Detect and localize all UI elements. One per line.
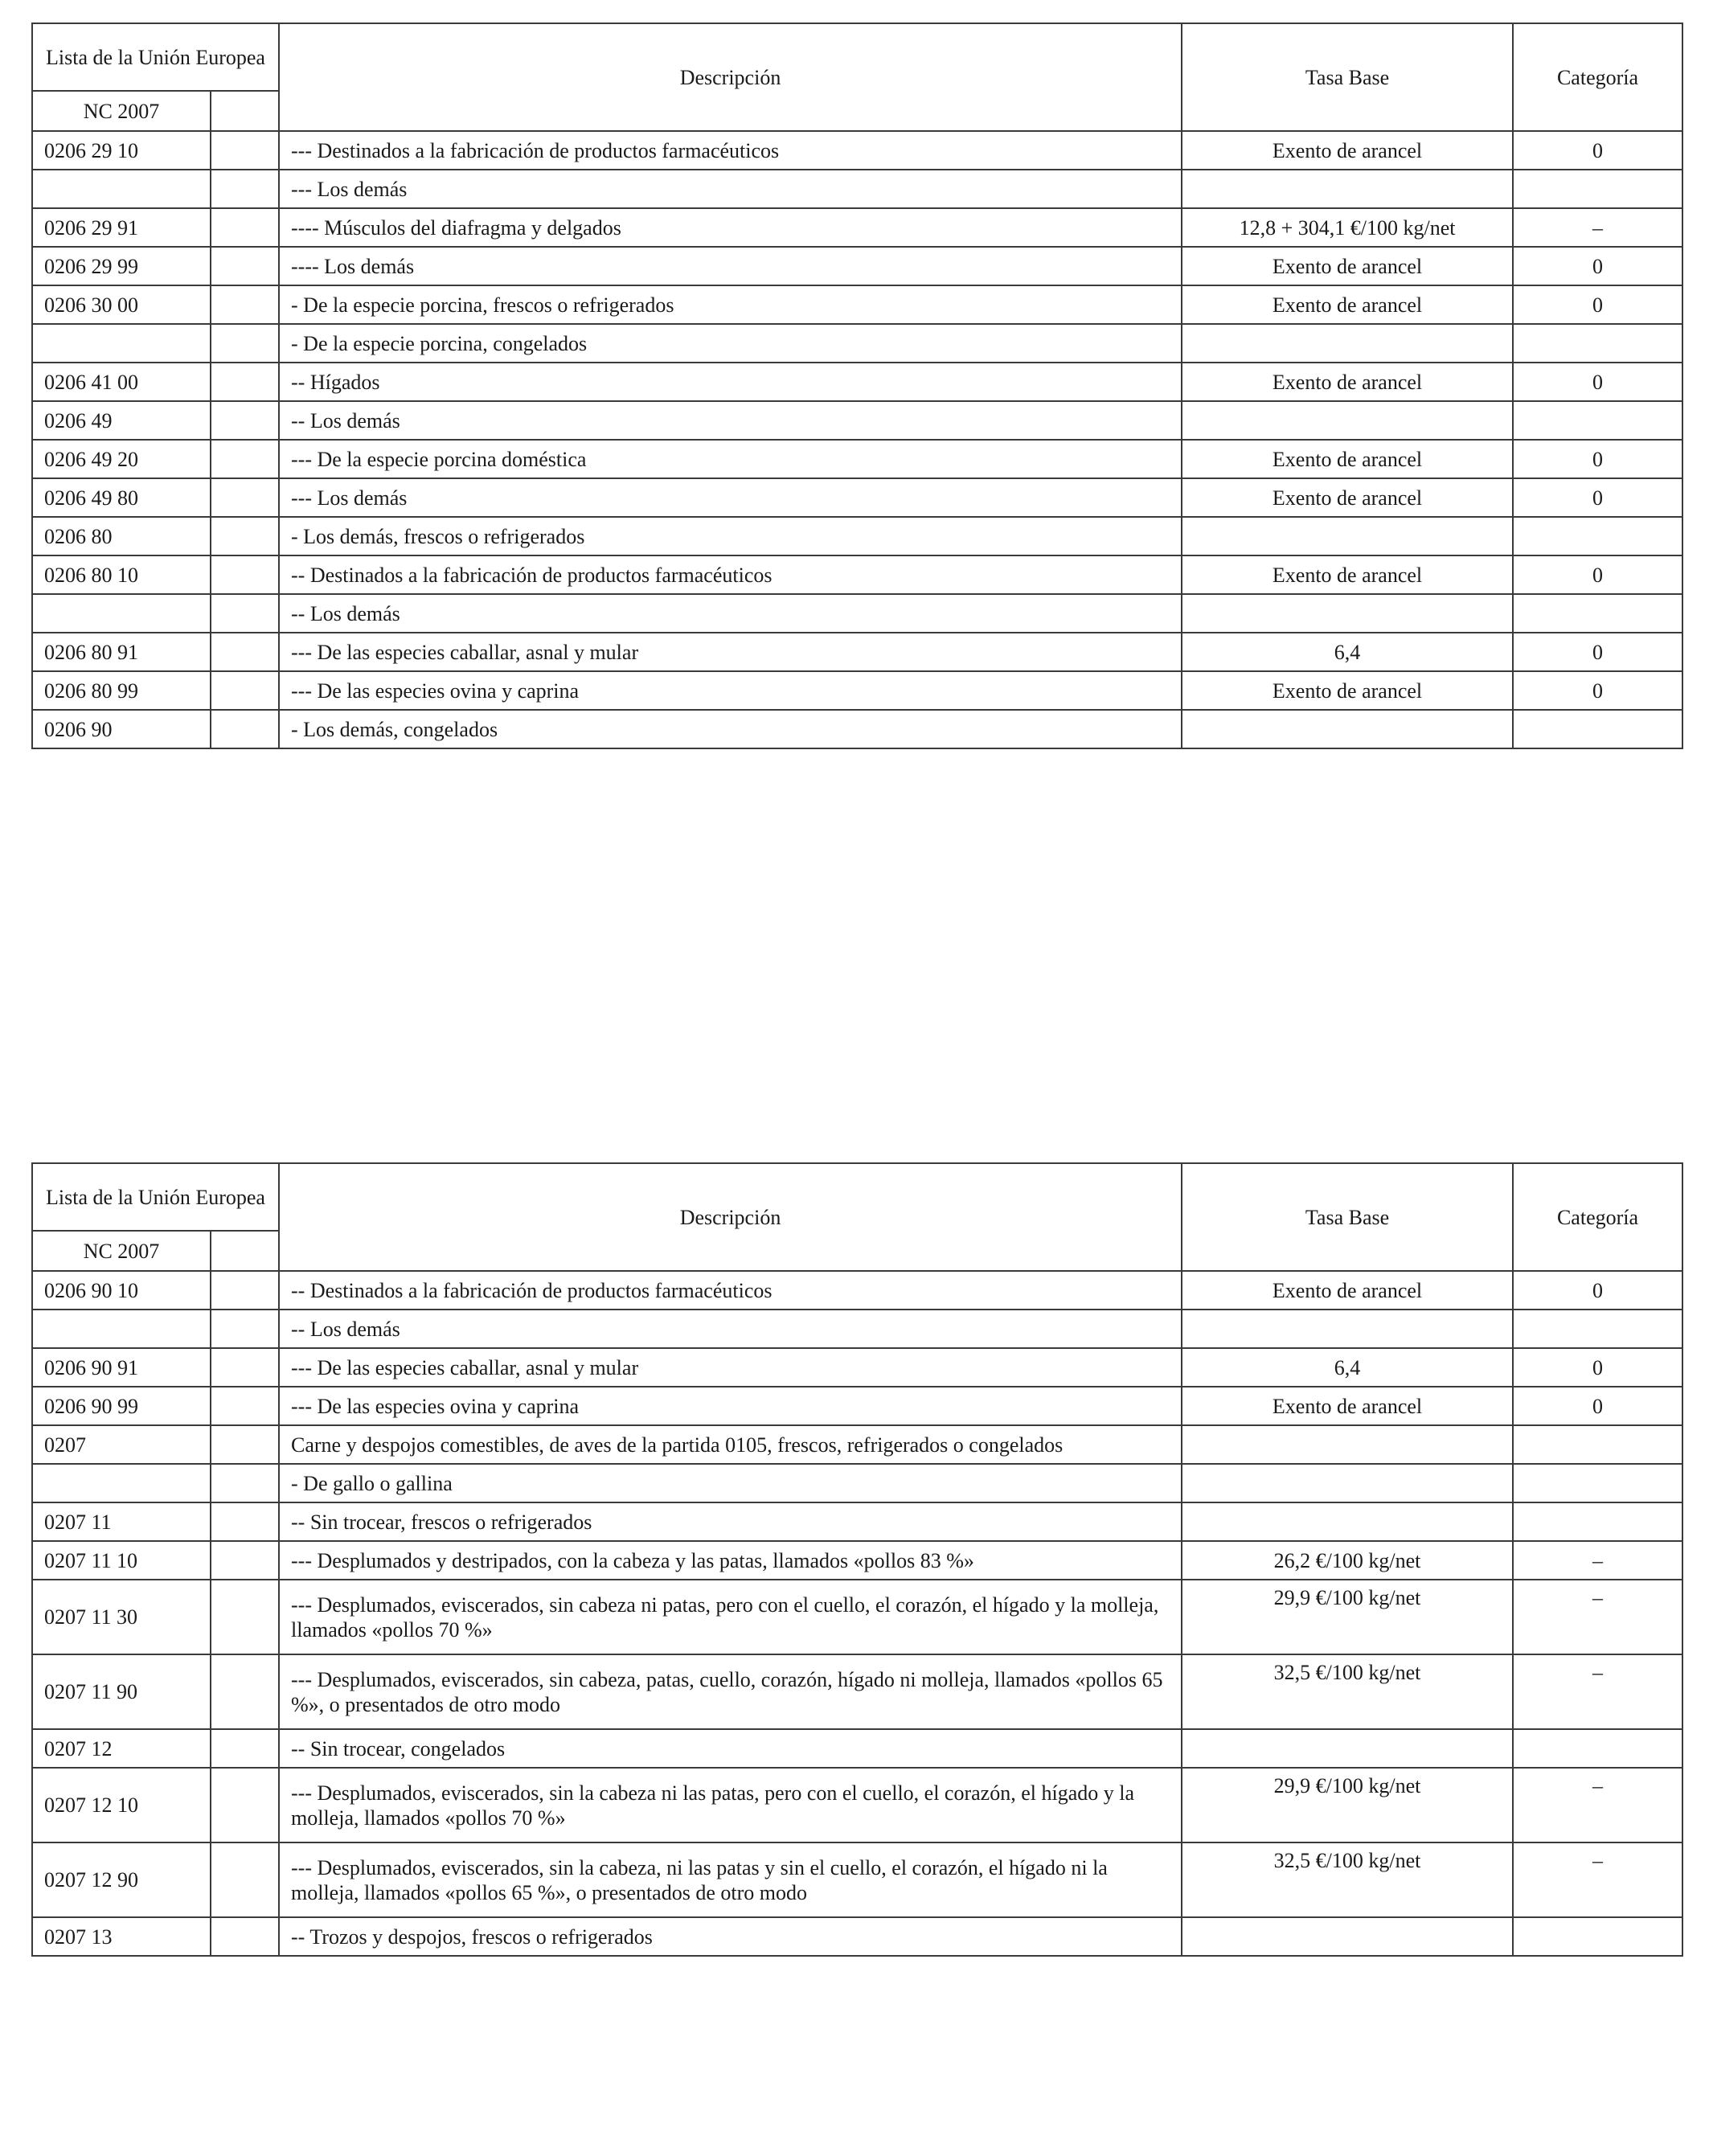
nc-code: 0207 11 10	[32, 1541, 211, 1580]
tariff-table-2	[31, 1162, 1683, 1957]
table-row	[32, 170, 1682, 208]
category: 0	[1513, 478, 1682, 517]
blank-cell	[211, 1541, 279, 1580]
base-rate: Exento de arancel	[1182, 555, 1513, 594]
blank-cell	[211, 1425, 279, 1464]
description: - Los demás, frescos o refrigerados	[279, 517, 1182, 555]
table-row	[32, 208, 1682, 247]
description: - De la especie porcina, congelados	[279, 324, 1182, 363]
nc-code: 0206 90	[32, 710, 211, 748]
description: - Los demás, congelados	[279, 710, 1182, 748]
base-rate-header: Tasa Base	[1182, 1163, 1513, 1271]
base-rate	[1182, 324, 1513, 363]
nc-code: 0207 13	[32, 1917, 211, 1956]
base-rate	[1182, 594, 1513, 633]
blank-cell	[211, 285, 279, 324]
base-rate	[1182, 1425, 1513, 1464]
category: 0	[1513, 1348, 1682, 1387]
category: 0	[1513, 555, 1682, 594]
category: –	[1513, 1541, 1682, 1580]
nc-code: 0206 90 99	[32, 1387, 211, 1425]
table-row	[32, 1271, 1682, 1310]
description-header: Descripción	[279, 1163, 1182, 1271]
nc-code: 0206 80 10	[32, 555, 211, 594]
base-rate: 32,5 €/100 kg/net	[1182, 1842, 1513, 1917]
blank-cell	[211, 1917, 279, 1956]
description: --- De la especie porcina doméstica	[279, 440, 1182, 478]
nc-code: 0207 12 90	[32, 1842, 211, 1917]
nc-code: 0206 29 99	[32, 247, 211, 285]
category	[1513, 324, 1682, 363]
base-rate	[1182, 1310, 1513, 1348]
description: -- Sin trocear, frescos o refrigerados	[279, 1502, 1182, 1541]
blank-cell	[211, 1348, 279, 1387]
blank-cell	[211, 170, 279, 208]
base-rate	[1182, 1729, 1513, 1768]
description: -- Los demás	[279, 1310, 1182, 1348]
category	[1513, 1310, 1682, 1348]
description: --- Los demás	[279, 478, 1182, 517]
base-rate: Exento de arancel	[1182, 247, 1513, 285]
base-rate: 26,2 €/100 kg/net	[1182, 1541, 1513, 1580]
table-header	[32, 1163, 1682, 1271]
base-rate: 12,8 + 304,1 €/100 kg/net	[1182, 208, 1513, 247]
category	[1513, 170, 1682, 208]
base-rate	[1182, 401, 1513, 440]
base-rate	[1182, 1502, 1513, 1541]
nc-code	[32, 324, 211, 363]
description: --- Desplumados y destripados, con la cabeza y las patas, llamados «pollos 83 %»	[279, 1541, 1182, 1580]
base-rate	[1182, 1464, 1513, 1502]
base-rate	[1182, 710, 1513, 748]
description: --- De las especies caballar, asnal y mular	[279, 1348, 1182, 1387]
description: -- Destinados a la fabricación de productos farmacéuticos	[279, 1271, 1182, 1310]
category	[1513, 1917, 1682, 1956]
category	[1513, 1464, 1682, 1502]
nc-code	[32, 1464, 211, 1502]
nc-code: 0206 41 00	[32, 363, 211, 401]
table-row	[32, 1541, 1682, 1580]
nc-code: 0207 12 10	[32, 1768, 211, 1842]
table-row	[32, 1387, 1682, 1425]
nc-code: 0206 80	[32, 517, 211, 555]
blank-cell	[211, 1842, 279, 1917]
nc-code: 0206 80 91	[32, 633, 211, 671]
table-row	[32, 1917, 1682, 1956]
nc-2007-header: NC 2007	[32, 1231, 211, 1271]
blank-cell	[211, 440, 279, 478]
category	[1513, 1502, 1682, 1541]
category-header: Categoría	[1513, 1163, 1682, 1271]
category	[1513, 1425, 1682, 1464]
table-row	[32, 131, 1682, 170]
table-body	[32, 1271, 1682, 1956]
nc-code: 0206 29 10	[32, 131, 211, 170]
table-row	[32, 1654, 1682, 1729]
base-rate: Exento de arancel	[1182, 363, 1513, 401]
base-rate: Exento de arancel	[1182, 131, 1513, 170]
description: --- De las especies ovina y caprina	[279, 1387, 1182, 1425]
table-row	[32, 517, 1682, 555]
description: -- Destinados a la fabricación de productos farmacéuticos	[279, 555, 1182, 594]
empty-header-cell	[211, 1231, 279, 1271]
category	[1513, 401, 1682, 440]
category-header: Categoría	[1513, 23, 1682, 131]
eu-list-header: Lista de la Unión Europea	[32, 23, 279, 91]
base-rate: Exento de arancel	[1182, 1271, 1513, 1310]
category: 0	[1513, 1271, 1682, 1310]
blank-cell	[211, 1502, 279, 1541]
blank-cell	[211, 401, 279, 440]
table-row	[32, 478, 1682, 517]
description: --- Desplumados, eviscerados, sin cabeza, patas, cuello, corazón, hígado ni molleja, llamados «pollos 65 %», o presentados de otro modo	[279, 1654, 1182, 1729]
description: -- Los demás	[279, 401, 1182, 440]
blank-cell	[211, 1464, 279, 1502]
description: ---- Los demás	[279, 247, 1182, 285]
category: –	[1513, 1654, 1682, 1729]
description: -- Hígados	[279, 363, 1182, 401]
blank-cell	[211, 1654, 279, 1729]
table-row	[32, 1768, 1682, 1842]
blank-cell	[211, 1580, 279, 1654]
eu-list-header: Lista de la Unión Europea	[32, 1163, 279, 1231]
description: -- Los demás	[279, 594, 1182, 633]
nc-code: 0207 12	[32, 1729, 211, 1768]
blank-cell	[211, 594, 279, 633]
category: 0	[1513, 440, 1682, 478]
description: - De gallo o gallina	[279, 1464, 1182, 1502]
blank-cell	[211, 1729, 279, 1768]
table-row	[32, 324, 1682, 363]
category	[1513, 710, 1682, 748]
blank-cell	[211, 478, 279, 517]
table-row	[32, 555, 1682, 594]
nc-code: 0206 90 10	[32, 1271, 211, 1310]
blank-cell	[211, 324, 279, 363]
base-rate: Exento de arancel	[1182, 1387, 1513, 1425]
table-row	[32, 710, 1682, 748]
category: –	[1513, 208, 1682, 247]
category: 0	[1513, 247, 1682, 285]
blank-cell	[211, 555, 279, 594]
table-body	[32, 131, 1682, 748]
description: - De la especie porcina, frescos o refrigerados	[279, 285, 1182, 324]
nc-code: 0207 11 30	[32, 1580, 211, 1654]
category: 0	[1513, 363, 1682, 401]
blank-cell	[211, 247, 279, 285]
category	[1513, 594, 1682, 633]
table-row	[32, 1842, 1682, 1917]
description: ---- Músculos del diafragma y delgados	[279, 208, 1182, 247]
category: 0	[1513, 671, 1682, 710]
category: 0	[1513, 285, 1682, 324]
blank-cell	[211, 710, 279, 748]
category: 0	[1513, 633, 1682, 671]
description: --- Los demás	[279, 170, 1182, 208]
nc-code: 0207 11	[32, 1502, 211, 1541]
base-rate: 6,4	[1182, 1348, 1513, 1387]
category: 0	[1513, 131, 1682, 170]
base-rate	[1182, 517, 1513, 555]
category: –	[1513, 1842, 1682, 1917]
blank-cell	[211, 208, 279, 247]
table-row	[32, 671, 1682, 710]
category: –	[1513, 1580, 1682, 1654]
description: --- De las especies ovina y caprina	[279, 671, 1182, 710]
nc-code	[32, 594, 211, 633]
description: --- Desplumados, eviscerados, sin la cabeza, ni las patas y sin el cuello, el corazón, el hígado ni la molleja, llamados «pollos 65 %», o presentados de otro modo	[279, 1842, 1182, 1917]
base-rate-header: Tasa Base	[1182, 23, 1513, 131]
description: --- Desplumados, eviscerados, sin la cabeza ni las patas, pero con el cuello, el corazón, el hígado y la molleja, llamados «pollos 70 %»	[279, 1768, 1182, 1842]
base-rate: 6,4	[1182, 633, 1513, 671]
tariff-table-1	[31, 23, 1683, 749]
table-row	[32, 247, 1682, 285]
blank-cell	[211, 517, 279, 555]
nc-code: 0206 49 80	[32, 478, 211, 517]
nc-code: 0206 49	[32, 401, 211, 440]
blank-cell	[211, 1387, 279, 1425]
blank-cell	[211, 1768, 279, 1842]
description: -- Trozos y despojos, frescos o refrigerados	[279, 1917, 1182, 1956]
nc-2007-header: NC 2007	[32, 91, 211, 131]
description: -- Sin trocear, congelados	[279, 1729, 1182, 1768]
category: –	[1513, 1768, 1682, 1842]
table-row	[32, 401, 1682, 440]
category	[1513, 1729, 1682, 1768]
base-rate: 29,9 €/100 kg/net	[1182, 1580, 1513, 1654]
blank-cell	[211, 131, 279, 170]
base-rate	[1182, 1917, 1513, 1956]
nc-code: 0206 90 91	[32, 1348, 211, 1387]
description: --- Destinados a la fabricación de productos farmacéuticos	[279, 131, 1182, 170]
table-row	[32, 1425, 1682, 1464]
blank-cell	[211, 633, 279, 671]
table-row	[32, 440, 1682, 478]
table-header	[32, 23, 1682, 131]
blank-cell	[211, 1310, 279, 1348]
nc-code	[32, 1310, 211, 1348]
nc-code: 0206 30 00	[32, 285, 211, 324]
nc-code: 0207	[32, 1425, 211, 1464]
description-header: Descripción	[279, 23, 1182, 131]
nc-code: 0206 49 20	[32, 440, 211, 478]
nc-code	[32, 170, 211, 208]
description: Carne y despojos comestibles, de aves de la partida 0105, frescos, refrigerados o congelados	[279, 1425, 1182, 1464]
empty-header-cell	[211, 91, 279, 131]
table-row	[32, 1502, 1682, 1541]
base-rate	[1182, 170, 1513, 208]
description: --- De las especies caballar, asnal y mular	[279, 633, 1182, 671]
description: --- Desplumados, eviscerados, sin cabeza ni patas, pero con el cuello, el corazón, el hígado y la molleja, llamados «pollos 70 %»	[279, 1580, 1182, 1654]
base-rate: Exento de arancel	[1182, 478, 1513, 517]
base-rate: 32,5 €/100 kg/net	[1182, 1654, 1513, 1729]
category: 0	[1513, 1387, 1682, 1425]
table-row	[32, 1310, 1682, 1348]
blank-cell	[211, 671, 279, 710]
category	[1513, 517, 1682, 555]
table-row	[32, 1729, 1682, 1768]
table-row	[32, 363, 1682, 401]
table-row	[32, 1348, 1682, 1387]
nc-code: 0207 11 90	[32, 1654, 211, 1729]
blank-cell	[211, 363, 279, 401]
base-rate: Exento de arancel	[1182, 671, 1513, 710]
table-row	[32, 1464, 1682, 1502]
table-row	[32, 1580, 1682, 1654]
table-row	[32, 594, 1682, 633]
base-rate: Exento de arancel	[1182, 285, 1513, 324]
nc-code: 0206 29 91	[32, 208, 211, 247]
table-row	[32, 633, 1682, 671]
table-row	[32, 285, 1682, 324]
blank-cell	[211, 1271, 279, 1310]
base-rate: Exento de arancel	[1182, 440, 1513, 478]
nc-code: 0206 80 99	[32, 671, 211, 710]
base-rate: 29,9 €/100 kg/net	[1182, 1768, 1513, 1842]
